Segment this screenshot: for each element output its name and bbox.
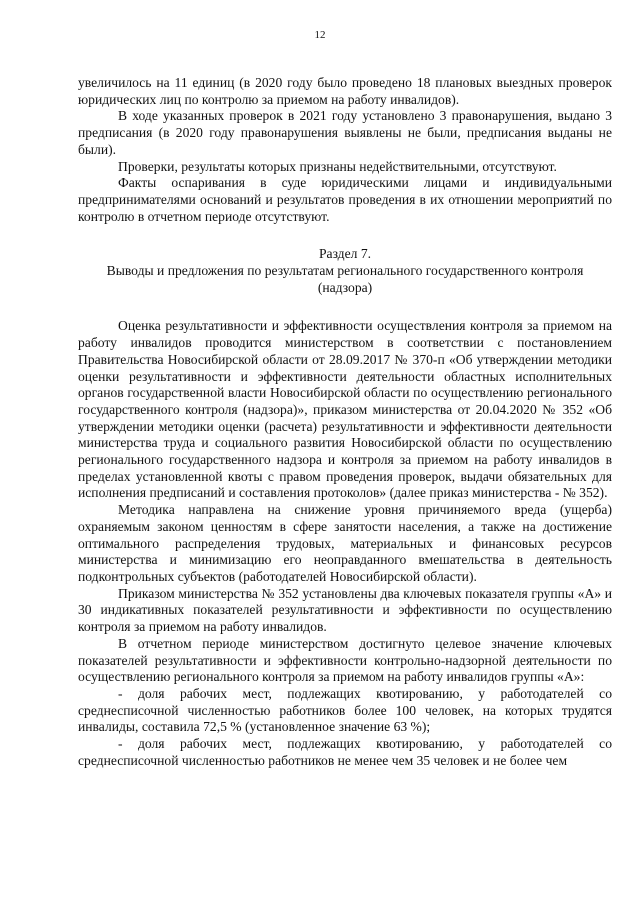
paragraph-violations: В ходе указанных проверок в 2021 году установлено 3 правонарушения, выдано 3 предписания (в 2020 году правонарушения выявлены не были, предписания выданы не были). xyxy=(78,108,612,157)
spacer xyxy=(78,296,612,318)
paragraph-methodology: Методика направлена на снижение уровня причиняемого вреда (ущерба) охраняемым законом ценностям в сфере занятости населения, а также на достижение оптимального распределения трудовых, материальных и финансовых ресурсов министерства и минимизацию его неоправданного вмешательства в деятельность подконтрольных субъектов (работодателей Новосибирской области). xyxy=(78,502,612,584)
paragraph-indicators: Приказом министерства № 352 установлены два ключевых показателя группы «А» и 30 индикативных показателей результативности и эффективности по осуществлению контроля за приемом на работу инвалидов. xyxy=(78,585,612,635)
paragraph-target-achieved: В отчетном периоде министерством достигнуто целевое значение ключевых показателей результативности и эффективности контрольно-надзорной деятельности по осуществлению регионального контроля за приемом на работу инвалидов группы «А»: xyxy=(78,635,612,685)
paragraph-assessment: Оценка результативности и эффективности осуществления контроля за приемом на работу инвалидов проводится министерством в соответствии с постановлением Правительства Новосибирской области от 28.09.2017 № 370-п «Об утверждении методики оценки результативности и эффективности деятельности областных исполнительных органов государственной власти Новосибирской области по осуществлению регионального государственного контроля (надзора)», приказом министерства от 20.04.2020 № 352 «Об утверждении методики оценки (расчета) результативности и эффективности деятельности министерства труда и социального развития Новосибирской области по осуществлению регионального государственного надзора и контроля за приемом на работу инвалидов в пределах установленной квоты с правом проведения проверок, выдачи обязательных для исполнения предписаний и составления протоколов» (далее приказ министерства - № 352). xyxy=(78,318,612,501)
spacer xyxy=(78,225,612,246)
document-body xyxy=(78,75,612,769)
paragraph-invalid-checks: Проверки, результаты которых признаны недействительными, отсутствуют. xyxy=(118,158,557,174)
section-title: Выводы и предложения по результатам регионального государственного контроля (надзора) xyxy=(106,263,584,295)
page-number: 12 xyxy=(314,29,326,41)
paragraph-continuation: увеличилось на 11 единиц (в 2020 году было проведено 18 плановых выездных проверок юридических лиц по контролю за приемом на работу инвалидов). xyxy=(78,75,612,107)
list-item-35-to-100: - доля рабочих мест, подлежащих квотированию, у работодателей со среднесписочной численностью работников не менее чем 35 человек и не более чем xyxy=(78,736,612,768)
list-item-over-100: - доля рабочих мест, подлежащих квотированию, у работодателей со среднесписочной численностью работников более 100 человек, на которых трудятся инвалиды, составила 72,5 % (установленное значение 63 %); xyxy=(78,685,612,735)
paragraph-court-challenges: Факты оспаривания в суде юридическими лицами и индивидуальными предпринимателями оснований и результатов проведения в их отношении мероприятий по контролю в отчетном периоде отсутствуют. xyxy=(78,175,612,224)
section-number: Раздел 7. xyxy=(318,246,372,262)
